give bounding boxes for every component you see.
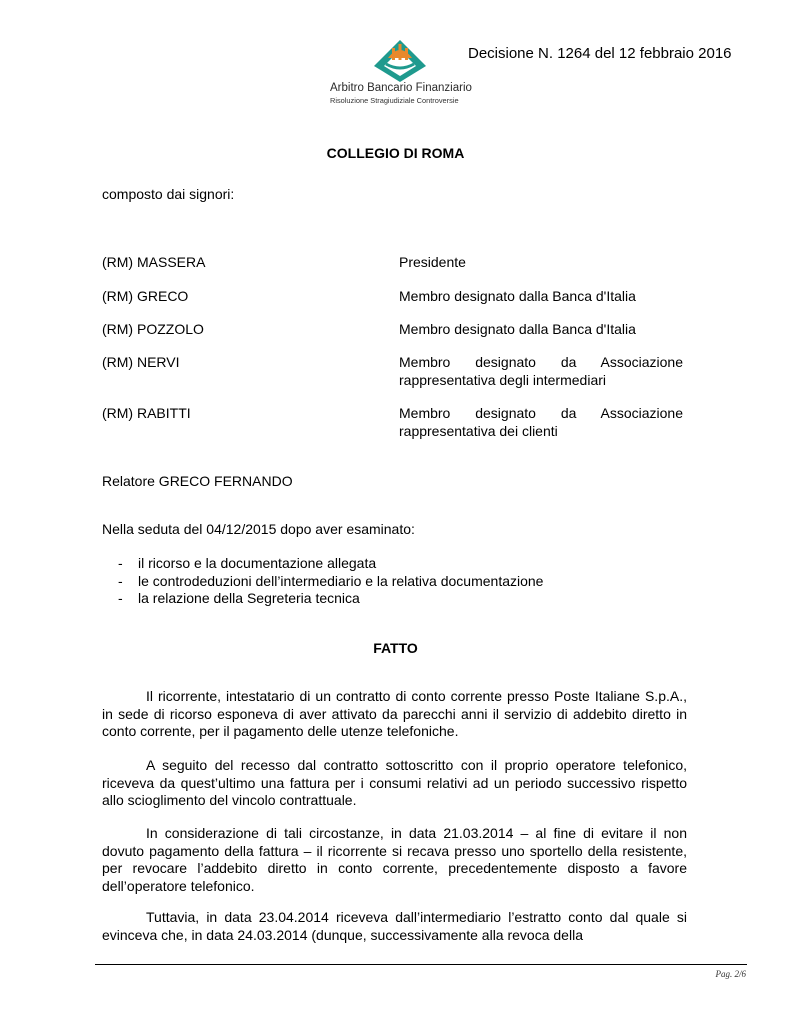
list-marker: -	[118, 555, 123, 571]
member-role: Membro designato da Associazione	[399, 405, 683, 421]
footer-divider	[95, 964, 747, 965]
logo-subtitle: Risoluzione Stragiudiziale Controversie	[330, 96, 459, 105]
paragraph-text: Il ricorrente, intestatario di un contratto di conto corrente presso Poste Italiane S.p.A., in sede di ricorso esponeva di aver attivato da parecchi anni il servizio di addebito diretto in conto corrente, per il pagamento delle utenze telefoniche.	[102, 688, 687, 740]
list-marker: -	[118, 590, 123, 606]
member-name: (RM) RABITTI	[102, 405, 191, 421]
member-role-continued: rappresentativa degli intermediari	[399, 372, 606, 388]
fatto-paragraph	[102, 757, 687, 810]
collegio-title: COLLEGIO DI ROMA	[326, 145, 465, 161]
list-item	[102, 590, 543, 608]
seduta-line: Nella seduta del 04/12/2015 dopo aver esaminato:	[102, 521, 415, 537]
fatto-paragraph	[102, 825, 687, 895]
member-role: Presidente	[399, 254, 466, 270]
abf-logo-icon	[368, 36, 432, 82]
page-number: Pag. 2/6	[715, 969, 746, 979]
fatto-paragraph	[102, 688, 687, 741]
member-role: Membro designato da Associazione	[399, 354, 683, 370]
member-name: (RM) NERVI	[102, 354, 180, 370]
decision-number: Decisione N. 1264 del 12 febbraio 2016	[468, 45, 732, 62]
paragraph-text: In considerazione di tali circostanze, in data 21.03.2014 – al fine di evitare il non dovuto pagamento della fattura – il ricorrente si recava presso uno sportello della resistente, per revocare l’addebito diretto in conto corrente, precedentemente disposto a favore dell’operatore telefonico.	[102, 825, 687, 894]
relatore-line: Relatore GRECO FERNANDO	[102, 473, 293, 489]
member-name: (RM) POZZOLO	[102, 321, 204, 337]
list-item-text: la relazione della Segreteria tecnica	[138, 590, 360, 606]
examined-documents-list	[102, 555, 543, 608]
member-role: Membro designato dalla Banca d'Italia	[399, 321, 636, 337]
logo-title: Arbitro Bancario Finanziario	[330, 82, 472, 94]
fatto-paragraph	[102, 909, 687, 944]
member-name: (RM) MASSERA	[102, 254, 206, 270]
list-item-text: il ricorso e la documentazione allegata	[138, 555, 377, 571]
abf-logo	[330, 36, 490, 106]
paragraph-text: Tuttavia, in data 23.04.2014 riceveva dall’intermediario l’estratto conto dal quale si evinceva che, in data 24.03.2014 (dunque, successivamente alla revoca della	[102, 909, 687, 943]
fatto-heading: FATTO	[373, 640, 418, 656]
composto-label: composto dai signori:	[102, 186, 235, 202]
list-item	[102, 573, 543, 591]
list-item	[102, 555, 543, 573]
member-role-continued: rappresentativa dei clienti	[399, 423, 558, 439]
list-marker: -	[118, 572, 123, 589]
member-name: (RM) GRECO	[102, 288, 189, 304]
member-role: Membro designato dalla Banca d'Italia	[399, 288, 636, 304]
paragraph-text: A seguito del recesso dal contratto sottoscritto con il proprio operatore telefonico, riceveva da quest’ultimo una fattura per i consumi relativi ad un periodo successivo rispetto allo scioglimento del vincolo contrattuale.	[102, 757, 687, 809]
list-item-text: le controdeduzioni dell’intermediario e la relativa documentazione	[138, 572, 544, 589]
